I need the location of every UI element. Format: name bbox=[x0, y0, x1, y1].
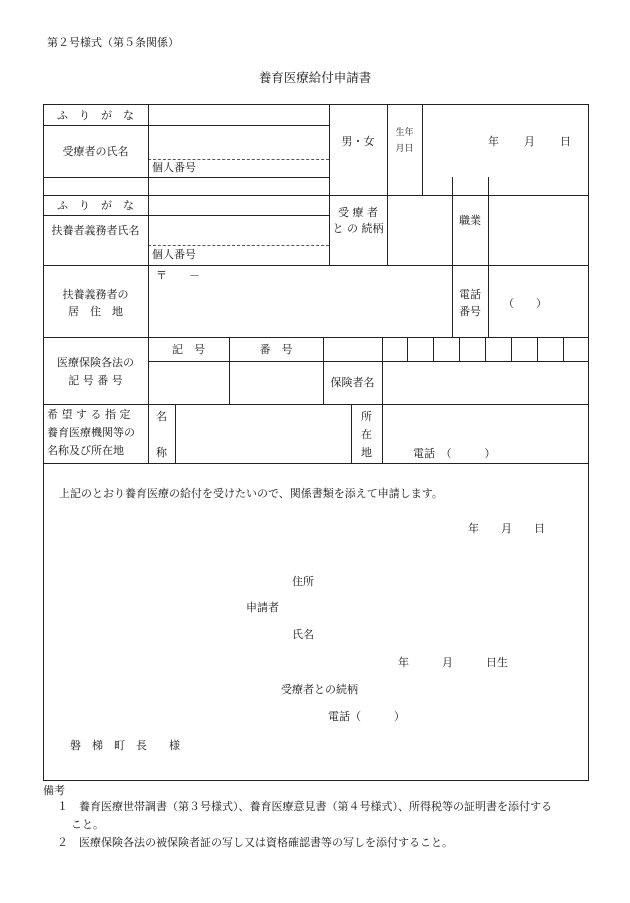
patient-personal-number-label: 個人番号 bbox=[152, 161, 196, 174]
patient-name-field[interactable] bbox=[150, 127, 328, 158]
insurer-number-field[interactable] bbox=[384, 339, 588, 360]
phone-label-2: 番号 bbox=[459, 305, 481, 318]
occupation-label: 職業 bbox=[459, 214, 481, 227]
location-label-1: 所 bbox=[361, 410, 372, 423]
applicant-phone-line[interactable]: 電話（ ） bbox=[328, 710, 405, 723]
sex-label[interactable]: 男・女 bbox=[341, 135, 375, 148]
location-label-3: 地 bbox=[361, 446, 372, 459]
occupation-field[interactable] bbox=[490, 197, 587, 263]
birth-label-2: 月日 bbox=[395, 144, 414, 154]
guardian-personal-number-field[interactable] bbox=[215, 248, 327, 262]
addressee: 磐 梯 町 長 様 bbox=[70, 739, 180, 752]
insurance-label-2: 記 号 番 号 bbox=[68, 374, 123, 387]
facility-phone[interactable]: 電話 （ ） bbox=[413, 447, 496, 460]
kigou-field[interactable] bbox=[150, 363, 228, 403]
form-title: 養育医療給付申請書 bbox=[258, 70, 372, 85]
location-label-2: 在 bbox=[361, 428, 372, 441]
bangou-label: 番 号 bbox=[259, 343, 293, 356]
patient-personal-number-field[interactable] bbox=[215, 161, 327, 175]
insurer-label: 保険者名 bbox=[330, 376, 375, 389]
facility-name-field[interactable] bbox=[177, 406, 349, 461]
insurer-field[interactable] bbox=[384, 363, 588, 403]
form-number: 第２号様式（第５条関係） bbox=[47, 36, 179, 49]
application-date[interactable]: 年 月 日 bbox=[468, 522, 545, 535]
application-statement: 上記のとおり養育医療の給付を受けたいので、関係書類を添えて申請します。 bbox=[59, 487, 443, 500]
phone-label-1: 電話 bbox=[459, 288, 481, 301]
facility-label-3: 名称及び所在地 bbox=[47, 444, 124, 457]
address-field[interactable] bbox=[150, 284, 450, 334]
facility-label-1: 希 望 す る 指 定 bbox=[47, 408, 131, 421]
facility-name-label-1: 名 bbox=[156, 410, 167, 423]
birth-month-label: 月 bbox=[524, 135, 535, 148]
relation-field[interactable] bbox=[389, 197, 451, 263]
address-label-2: 居 住 地 bbox=[68, 305, 123, 318]
insurance-label-1: 医療保険各法の bbox=[57, 356, 134, 369]
kigou-label: 記 号 bbox=[172, 343, 205, 356]
guardian-personal-number-label: 個人番号 bbox=[152, 248, 196, 261]
note-1-line-2: こと。 bbox=[71, 818, 104, 831]
patient-name-label: 受療者の氏名 bbox=[62, 145, 129, 158]
facility-label-2: 養育医療機関等の bbox=[47, 426, 135, 439]
birth-day-label: 日 bbox=[560, 135, 571, 148]
notes-heading: 備考 bbox=[43, 784, 65, 797]
birth-year-label: 年 bbox=[488, 135, 499, 148]
guardian-name-field[interactable] bbox=[150, 217, 328, 244]
applicant-label: 申請者 bbox=[246, 601, 279, 614]
note-2: ２ 医療保険各法の被保険者証の写し又は資格確認書等の写しを添付すること。 bbox=[57, 836, 453, 849]
postal-mark: 〒 － bbox=[156, 269, 200, 282]
furigana-label: ふ り が な bbox=[57, 109, 134, 122]
guardian-name-label: 扶養者義務者氏名 bbox=[51, 224, 140, 237]
address-label-1: 扶養義務者の bbox=[62, 288, 129, 301]
applicant-address-label: 住所 bbox=[292, 575, 314, 588]
relation-label-2: と の 続柄 bbox=[332, 222, 384, 235]
facility-name-label-2: 称 bbox=[156, 446, 167, 459]
patient-furigana-field[interactable] bbox=[150, 101, 328, 123]
phone-paren[interactable]: （ ） bbox=[503, 297, 547, 310]
applicant-relation-label: 受療者との続柄 bbox=[281, 683, 358, 696]
relation-label-1: 受 療 者 bbox=[338, 206, 378, 219]
guardian-furigana-field[interactable] bbox=[150, 197, 328, 214]
note-1-line-1: １ 養育医療世帯調書（第３号様式）、養育医療意見書（第４号様式）、所得税等の証明書を添付する bbox=[57, 800, 552, 813]
applicant-birth-line[interactable]: 年 月 日生 bbox=[398, 656, 508, 669]
bangou-field[interactable] bbox=[231, 363, 322, 403]
guardian-furigana-label: ふ り が な bbox=[57, 199, 134, 212]
applicant-name-label: 氏名 bbox=[292, 628, 314, 641]
birth-label-1: 生年 bbox=[395, 128, 414, 138]
facility-location-field[interactable] bbox=[384, 406, 588, 442]
